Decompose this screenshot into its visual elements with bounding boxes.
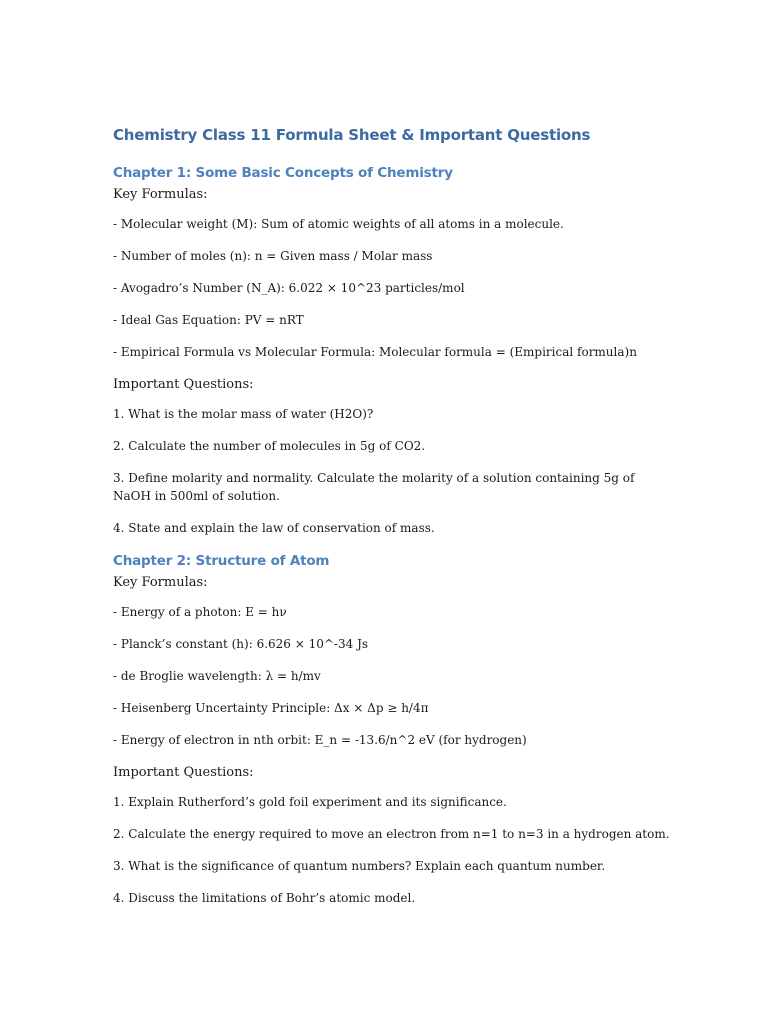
chapter-2-question-3: 3. What is the significance of quantum numbers? Explain each quantum number. [113, 859, 606, 873]
document-page [113, 124, 673, 921]
chapter-2-questions-heading: Important Questions: [113, 765, 254, 780]
chapter-1-formula-3: - Avogadro’s Number (N_A): 6.022 × 10^23 particles/mol [113, 281, 465, 295]
chapter-1-formula-5: - Empirical Formula vs Molecular Formula: Molecular formula = (Empirical formula)n [113, 345, 637, 359]
chapter-2-heading: Chapter 2: Structure of Atom [113, 553, 330, 569]
chapter-1-formula-1: - Molecular weight (M): Sum of atomic weights of all atoms in a molecule. [113, 217, 564, 231]
chapter-2-formula-3: - de Broglie wavelength: λ = h/mv [113, 669, 321, 683]
chapter-2-question-2: 2. Calculate the energy required to move an electron from n=1 to n=3 in a hydrogen atom. [113, 827, 670, 841]
chapter-1-question-3: 3. Define molarity and normality. Calculate the molarity of a solution containing 5g of NaOH in 500ml of solution. [113, 471, 635, 503]
chapter-2-formula-2: - Planck’s constant (h): 6.626 × 10^-34 Js [113, 637, 369, 651]
chapter-2-section [113, 551, 673, 907]
chapter-1-question-1: 1. What is the molar mass of water (H2O)? [113, 407, 374, 421]
chapter-1-heading: Chapter 1: Some Basic Concepts of Chemistry [113, 165, 453, 181]
chapter-1-formula-4: - Ideal Gas Equation: PV = nRT [113, 313, 304, 327]
chapter-2-formula-1: - Energy of a photon: E = hν [113, 605, 287, 619]
chapter-1-questions-heading: Important Questions: [113, 377, 254, 392]
chapter-2-formulas-heading: Key Formulas: [113, 575, 208, 590]
chapter-1-section [113, 163, 673, 537]
chapter-1-formula-2: - Number of moles (n): n = Given mass / Molar mass [113, 249, 433, 263]
chapter-2-question-1: 1. Explain Rutherford’s gold foil experiment and its significance. [113, 795, 507, 809]
chapter-1-question-4: 4. State and explain the law of conservation of mass. [113, 521, 435, 535]
chapter-2-formula-5: - Energy of electron in nth orbit: E_n = -13.6/n^2 eV (for hydrogen) [113, 733, 527, 747]
document-title: Chemistry Class 11 Formula Sheet & Important Questions [113, 126, 591, 144]
chapter-1-formulas-heading: Key Formulas: [113, 187, 208, 202]
chapter-2-formula-4: - Heisenberg Uncertainty Principle: Δx × Δp ≥ h/4π [113, 701, 429, 715]
chapter-2-question-4: 4. Discuss the limitations of Bohr’s atomic model. [113, 891, 416, 905]
chapter-1-question-2: 2. Calculate the number of molecules in 5g of CO2. [113, 439, 426, 453]
